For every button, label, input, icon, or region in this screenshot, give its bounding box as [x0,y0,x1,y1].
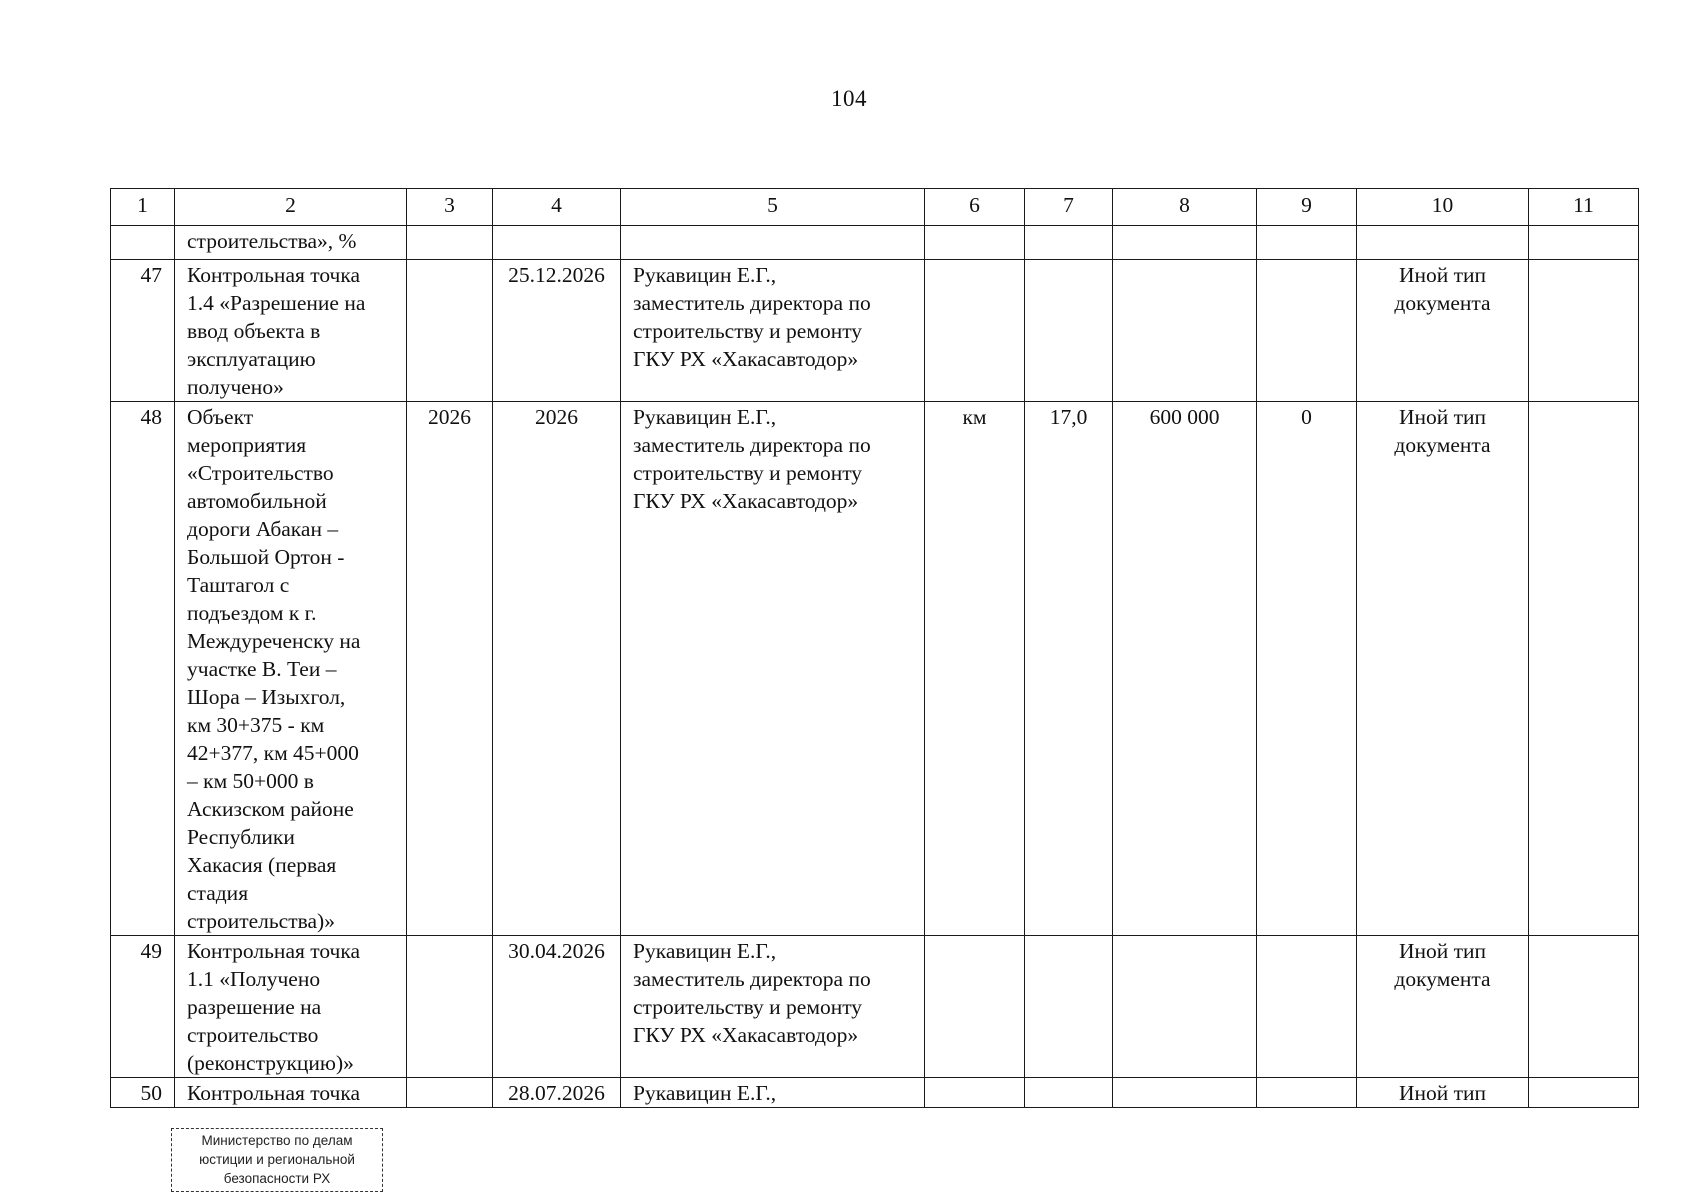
document-type-cell-line: Иной тип [1398,939,1487,963]
extra-value-cell: 0 [1257,402,1357,936]
document-type-cell [1357,260,1529,402]
event-name-cell-line: эксплуатацию [187,347,316,371]
event-name-cell-line: Объект [187,405,254,429]
event-name-cell [175,1078,407,1108]
event-name-cell-line: 1.1 «Получено [187,967,321,991]
notes-cell [1529,226,1639,260]
date-cell: 30.04.2026 [493,936,621,1078]
unit-cell [925,1078,1025,1108]
event-name-cell-line: Шора – Изыхгол, [187,685,346,709]
column-number: 11 [1529,189,1639,226]
responsible-cell [621,260,925,402]
responsible-cell-line: Рукавицин Е.Г., [633,1081,777,1105]
event-name-cell-line: 42+377, км 45+000 [187,741,359,765]
document-type-cell [1357,402,1529,936]
document-type-cell [1357,1078,1529,1108]
event-name-cell-line: Междуреченску на [187,629,361,653]
year-cell [407,936,493,1078]
notes-cell [1529,260,1639,402]
event-name-cell [175,226,407,260]
value-cell [1025,260,1113,402]
amount-cell [1113,936,1257,1078]
event-name-cell-line: Контрольная точка [187,263,361,287]
event-name-cell-line: – км 50+000 в [187,769,314,793]
responsible-cell-line: Рукавицин Е.Г., [633,263,777,287]
document-type-cell-line: Иной тип [1398,1081,1487,1105]
notes-cell [1529,402,1639,936]
value-cell [1025,1078,1113,1108]
extra-value-cell [1257,226,1357,260]
amount-cell: 600 000 [1113,402,1257,936]
unit-cell [925,226,1025,260]
event-name-cell-line: Хакасия (первая [187,853,337,877]
column-number: 8 [1113,189,1257,226]
event-name-cell-line: Аскизском районе [187,797,354,821]
stamp-line: безопасности РХ [223,1171,331,1186]
event-name-cell-line: разрешение на [187,995,322,1019]
document-type-cell [1357,226,1529,260]
event-name-cell-line: строительство [187,1023,319,1047]
year-cell [407,260,493,402]
event-name-cell-line: км 30+375 - км [187,713,325,737]
stamp-line: Министерство по делам [201,1133,353,1148]
document-type-cell-line: Иной тип [1398,263,1487,287]
ministry-stamp [171,1128,383,1192]
event-name-cell-line: подъездом к г. [187,601,317,625]
table-row [111,402,1639,936]
event-name-cell-line: строительства», % [187,229,357,253]
extra-value-cell [1257,260,1357,402]
event-name-cell [175,260,407,402]
notes-cell [1529,1078,1639,1108]
document-type-cell-line: Иной тип [1398,405,1487,429]
event-name-cell [175,936,407,1078]
unit-cell [925,936,1025,1078]
responsible-cell [621,402,925,936]
responsible-cell-line: ГКУ РХ «Хакасавтодор» [633,489,859,513]
table-row [111,226,1639,260]
date-cell: 28.07.2026 [493,1078,621,1108]
responsible-cell-line: строительству и ремонту [633,319,863,343]
document-type-cell-line: документа [1394,433,1491,457]
responsible-cell-line: строительству и ремонту [633,995,863,1019]
event-name-cell-line: 1.4 «Разрешение на [187,291,366,315]
year-cell [407,226,493,260]
year-cell: 2026 [407,402,493,936]
table-row [111,936,1639,1078]
event-name-cell-line: ввод объекта в [187,319,321,343]
row-number-cell: 48 [111,402,175,936]
responsible-cell-line: заместитель директора по [633,967,871,991]
event-name-cell-line: Республики [187,825,295,849]
responsible-cell-line: ГКУ РХ «Хакасавтодор» [633,1023,859,1047]
event-name-cell-line: мероприятия [187,433,307,457]
column-number: 3 [407,189,493,226]
responsible-cell [621,226,925,260]
value-cell [1025,226,1113,260]
column-number: 5 [621,189,925,226]
event-name-cell [175,402,407,936]
value-cell [1025,936,1113,1078]
responsible-cell-line: заместитель директора по [633,433,871,457]
data-table [110,188,1639,1108]
responsible-cell-line: Рукавицин Е.Г., [633,405,777,429]
row-number-cell: 47 [111,260,175,402]
event-name-cell-line: дороги Абакан – [187,517,339,541]
year-cell [407,1078,493,1108]
table-row [111,1078,1639,1108]
column-number: 6 [925,189,1025,226]
extra-value-cell [1257,1078,1357,1108]
event-name-cell-line: получено» [187,375,284,399]
column-number: 10 [1357,189,1529,226]
event-name-cell-line: Контрольная точка [187,1081,361,1105]
table-row [111,260,1639,402]
row-number-cell: 49 [111,936,175,1078]
event-name-cell-line: «Строительство [187,461,334,485]
extra-value-cell [1257,936,1357,1078]
responsible-cell-line: ГКУ РХ «Хакасавтодор» [633,347,859,371]
amount-cell [1113,1078,1257,1108]
row-number-cell: 50 [111,1078,175,1108]
column-number: 9 [1257,189,1357,226]
unit-cell: км [925,402,1025,936]
event-name-cell-line: Таштагол с [187,573,290,597]
page-number: 104 [831,86,867,111]
column-number: 7 [1025,189,1113,226]
responsible-cell [621,936,925,1078]
notes-cell [1529,936,1639,1078]
event-name-cell-line: участке В. Теи – [187,657,337,681]
column-number: 4 [493,189,621,226]
document-type-cell-line: документа [1394,291,1491,315]
date-cell: 25.12.2026 [493,260,621,402]
amount-cell [1113,260,1257,402]
date-cell: 2026 [493,402,621,936]
event-name-cell-line: (реконструкцию)» [187,1051,354,1075]
row-number-cell [111,226,175,260]
column-number: 2 [175,189,407,226]
responsible-cell-line: Рукавицин Е.Г., [633,939,777,963]
event-name-cell-line: стадия [187,881,249,905]
amount-cell [1113,226,1257,260]
column-number-row [111,189,1639,226]
unit-cell [925,260,1025,402]
responsible-cell-line: строительству и ремонту [633,461,863,485]
event-name-cell-line: автомобильной [187,489,327,513]
stamp-line: юстиции и региональной [199,1152,355,1167]
value-cell: 17,0 [1025,402,1113,936]
responsible-cell-line: заместитель директора по [633,291,871,315]
date-cell [493,226,621,260]
event-name-cell-line: Большой Ортон - [187,545,345,569]
event-name-cell-line: строительства)» [187,909,335,933]
document-type-cell [1357,936,1529,1078]
column-number: 1 [111,189,175,226]
event-name-cell-line: Контрольная точка [187,939,361,963]
document-type-cell-line: документа [1394,967,1491,991]
responsible-cell [621,1078,925,1108]
